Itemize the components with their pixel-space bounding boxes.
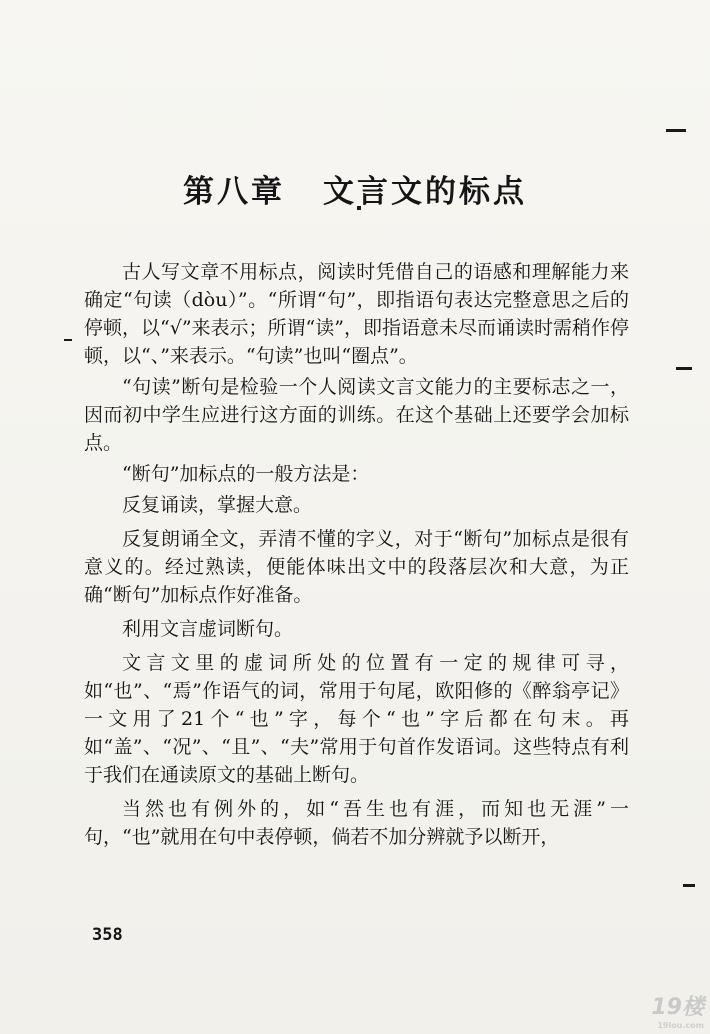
paragraph: 当然也有例外的，如“吾生也有涯，而知也无涯”一句，“也”就用在句中表停顿，倘若不加分辨就予以断开， (84, 798, 629, 848)
scan-mark (666, 129, 686, 132)
watermark-url: 19lou.com (657, 1021, 704, 1030)
scan-mark (676, 367, 692, 370)
watermark (651, 990, 704, 1030)
paragraph: “句读”断句是检验一个人阅读文言文能力的主要标志之一，因而初中学生应进行这方面的训练。在这个基础上还要学会加标点。 (84, 376, 629, 454)
scan-mark (683, 884, 695, 887)
body-text (84, 258, 629, 851)
chapter-heading (0, 166, 710, 211)
paragraph: “断句”加标点的一般方法是： (122, 463, 370, 485)
section-heading: 利用文言虚词断句。 (122, 618, 294, 640)
section-heading: 反复诵读，掌握大意。 (122, 494, 313, 516)
paragraph: 文言文里的虚词所处的位置有一定的规律可寻，如“也”、“焉”作语气的词，常用于句尾，欧阳修的《醉翁亭记》一文用了21个“也”字，每个“也”字后都在句末。再如“盖”、“况”、“且”、“夫”常用于句首作发语词。这些特点有利于我们在通读原文的基础上断句。 (84, 652, 629, 786)
chapter-title: 文言文的标点 (323, 174, 527, 210)
paragraph: 反复朗诵全文，弄清不懂的字义，对于“断句”加标点是很有意义的。经过熟读，便能体味出文中的段落层次和大意，为正确“断句”加标点作好准备。 (84, 528, 629, 606)
scan-mark (64, 339, 72, 341)
paragraph: 古人写文章不用标点，阅读时凭借自己的语感和理解能力来确定“句读（dòu）”。“所谓“句”，即指语句表达完整意思之后的停顿，以“√”来表示；所谓“读”，即指语意未尽而诵读时需稍作停顿，以“、”来表示。“句读”也叫“圈点”。 (84, 261, 629, 367)
chapter-number: 第八章 (183, 174, 285, 210)
page-number: 358 (92, 925, 123, 945)
watermark-logo: 19楼 (651, 995, 704, 1020)
